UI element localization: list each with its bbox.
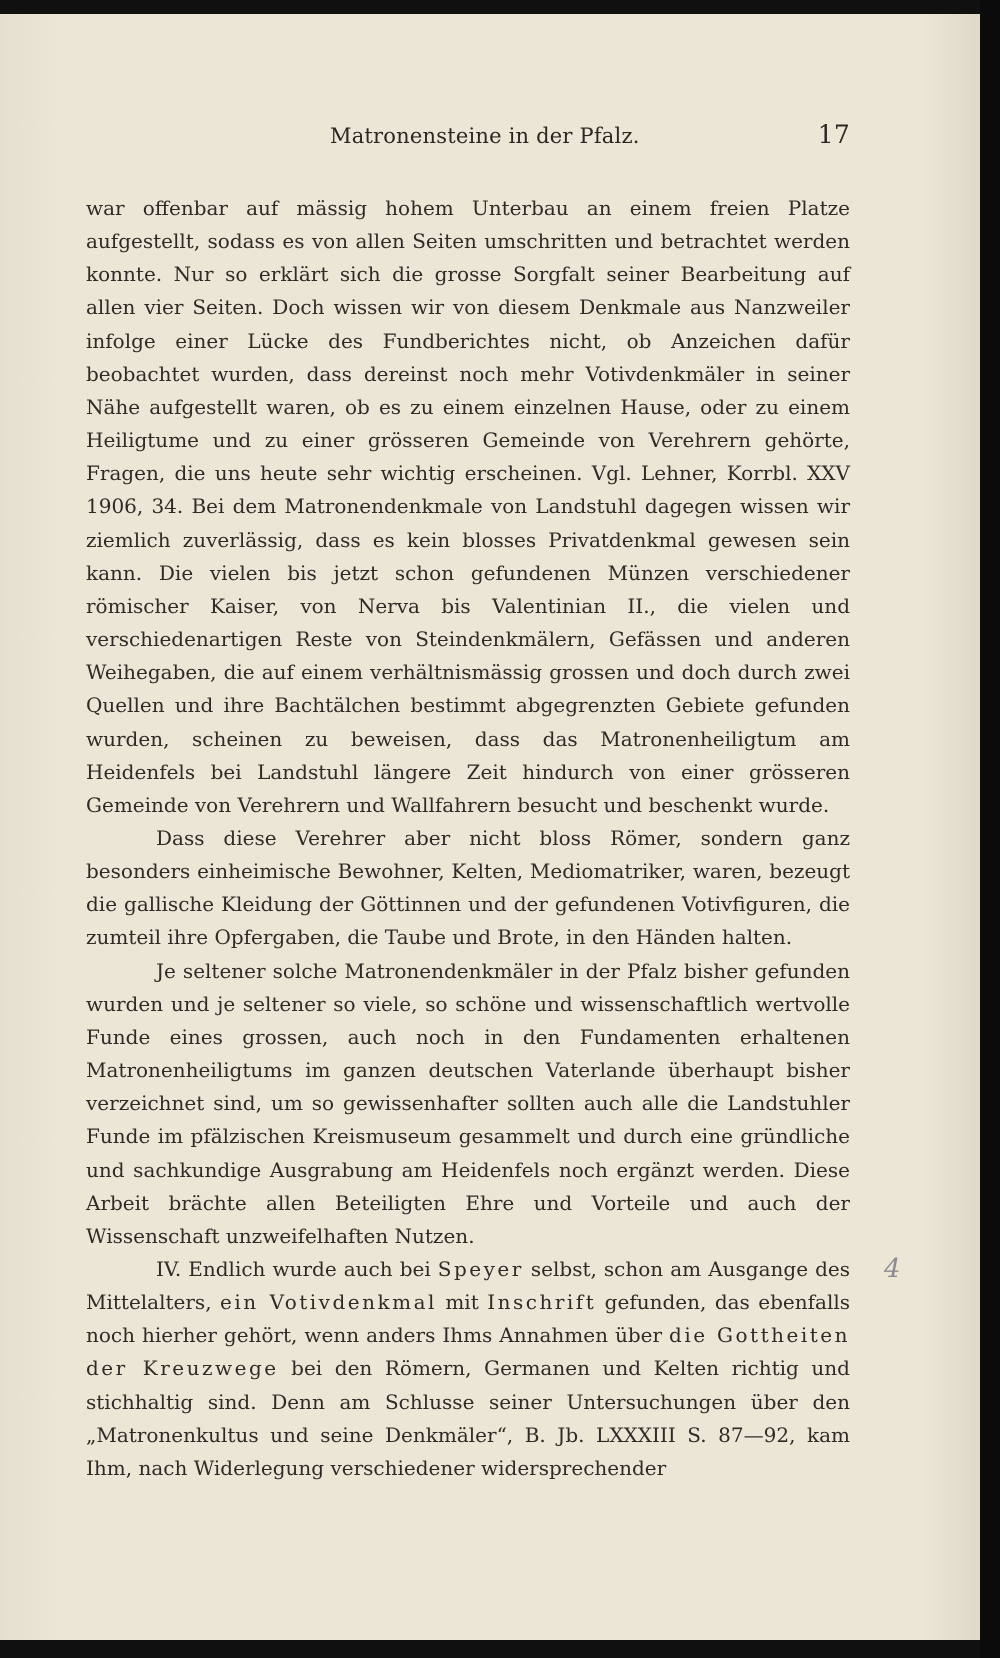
- spaced-term-speyer: Speyer: [437, 1257, 524, 1281]
- handwritten-margin-note: 4: [884, 1254, 901, 1284]
- paragraph-3: Je seltener solche Matronendenkmäler in der Pfalz bisher gefunden wurden und je seltener so viele, so schöne und wissenschaftlich wertvolle Funde eines grossen, auch noch in den Fundamenten erhaltenen Matronenheiligtums im ganzen deutschen Vaterlande überhaupt bisher verzeichnet sind, um so gewissenhafter sollten auch alle die Landstuhler Funde im pfälzischen Kreismuseum gesammelt und durch eine gründliche und sachkundige Ausgrabung am Heidenfels noch ergänzt werden. Diese Arbeit brächte allen Beteiligten Ehre und Vorteile und auch der Wissenschaft unzweifelhaften Nutzen.: [86, 958, 850, 1248]
- running-title: Matronensteine in der Pfalz.: [330, 124, 640, 148]
- paragraph-4-part-1: IV. Endlich wurde auch bei: [156, 1257, 438, 1281]
- paragraph-2: Dass diese Verehrer aber nicht bloss Römer, sondern ganz besonders einheimische Bewohner, Kelten, Mediomatriker, waren, bezeugt die gallische Kleidung der Göttinnen und der gefundenen Votivfiguren, die zumteil ihre Opfergaben, die Taube und Brote, in den Händen halten.: [86, 825, 850, 950]
- paragraph-1: war offenbar auf mässig hohem Unterbau an einem freien Platze aufgestellt, sodass es von allen Seiten umschritten und betrachtet werden konnte. Nur so erklärt sich die grosse Sorgfalt seiner Bearbeitung auf allen vier Seiten. Doch wissen wir von diesem Denkmale aus Nanzweiler infolge einer Lücke des Fundberichtes nicht, ob Anzeichen dafür beobachtet wurden, dass dereinst noch mehr Votivdenkmäler in seiner Nähe aufgestellt waren, ob es zu einem einzelnen Hause, oder zu einem Heiligtume und zu einer grösseren Gemeinde von Verehrern gehörte, Fragen, die uns heute sehr wichtig erscheinen. Vgl. Lehner, Korrbl. XXV 1906, 34. Bei dem Matronendenkmale von Landstuhl dagegen wissen wir ziemlich zuverlässig, dass es kein blosses Privatdenkmal gewesen sein kann. Die vielen bis jetzt schon gefundenen Münzen verschiedener römischer Kaiser, von Nerva bis Valentinian II., die vielen und verschiedenartigen Reste von Steindenkmälern, Gefässen und anderen Weihegaben, die auf einem verhältnismässig grossen und doch durch zwei Quellen und ihre Bachtälchen bestimmt abgegrenzten Gebiete gefunden wurden, scheinen zu beweisen, dass das Matronenheiligtum am Heidenfels bei Landstuhl längere Zeit hindurch von einer grösseren Gemeinde von Verehrern und Wallfahrern besucht und beschenkt wurde.: [86, 196, 850, 817]
- paragraph-4-part-2: selbst, schon am Ausgange des Mittelalters,: [86, 1257, 850, 1315]
- book-page: [0, 14, 980, 1640]
- scan-edge: [980, 0, 1000, 1658]
- spaced-term-gottheiten: die Gottheiten der Kreuzwege: [86, 1323, 850, 1381]
- spaced-term-inschrift: Inschrift: [487, 1290, 597, 1315]
- running-header: [86, 116, 850, 156]
- spaced-term-votivdenkmal: ein Votivdenkmal: [220, 1290, 437, 1315]
- paragraph-4: [86, 1253, 850, 1485]
- paragraph-4-part-4: gefunden, das ebenfalls noch hierher gehört, wenn anders Ihms Annahmen über: [86, 1290, 850, 1348]
- paragraph-4-part-5: bei den Römern, Germanen und Kelten richtig und stichhaltig sind. Denn am Schlusse seiner Untersuchungen über den „Matronenkultus und seine Denkmäler“, B. Jb. LXXXIII S. 87—92, kam Ihm, nach Widerlegung verschiedener widersprechender: [86, 1356, 850, 1480]
- body-text: [86, 192, 850, 1485]
- paragraph-4-part-3: mit: [436, 1290, 488, 1315]
- page-number: 17: [817, 120, 850, 149]
